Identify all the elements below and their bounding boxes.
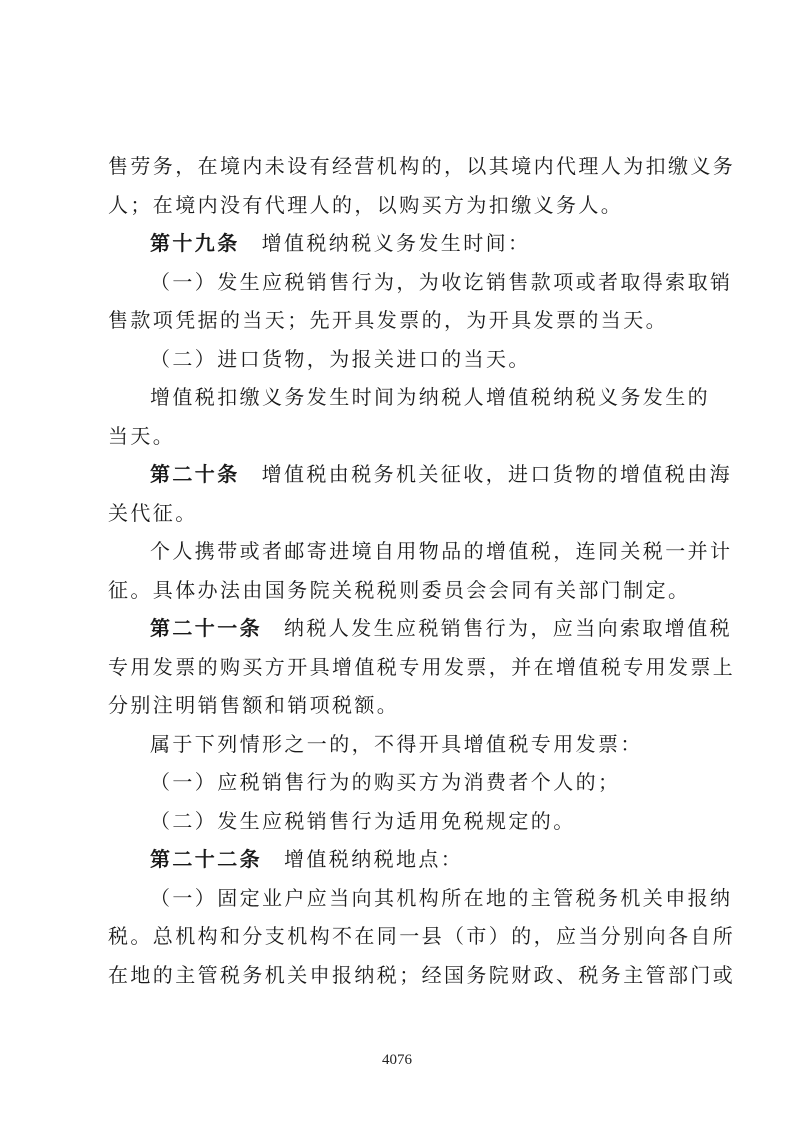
text-line: （一）固定业户应当向其机构所在地的主管税务机关申报纳 (150, 885, 733, 910)
text-line: 当天。 (108, 423, 176, 448)
page-number: 4076 (382, 1052, 412, 1068)
article-heading-line: 第二十一条 纳税人发生应税销售行为，应当向索取增值税 (150, 616, 732, 640)
article-number: 第十九条 (150, 231, 240, 255)
article-heading-line: 第十九条 增值税纳税义务发生时间： (150, 231, 531, 255)
article-number: 第二十条 (150, 462, 240, 486)
text-line: 人；在境内没有代理人的，以购买方为扣缴义务人。 (108, 192, 624, 217)
text-line: 税。总机构和分支机构不在同一县（市）的，应当分别向各自所 (108, 924, 736, 948)
article-number: 第二十一条 (150, 616, 262, 640)
body-text (108, 147, 736, 994)
text-line: （二）进口货物，为报关进口的当天。 (150, 346, 531, 371)
text-line: 个人携带或者邮寄进境自用物品的增值税，连同关税一并计 (150, 539, 733, 563)
text-line: 在地的主管税务机关申报纳税；经国务院财政、税务主管部门或 (108, 962, 736, 987)
article-heading-line: 第二十二条 增值税纳税地点： (150, 847, 464, 871)
text-line: 关代征。 (108, 500, 198, 525)
text-line: 专用发票的购买方开具增值税专用发票，并在增值税专用发票上 (108, 654, 736, 679)
text-line: 分别注明销售额和销项税额。 (108, 693, 400, 717)
text-line: 售劳务，在境内未设有经营机构的，以其境内代理人为扣缴义务 (108, 154, 736, 178)
text-line: （二）发生应税销售行为适用免税规定的。 (150, 808, 576, 833)
text-line: 属于下列情形之一的，不得开具增值税专用发票： (150, 731, 643, 756)
text-line: 征。具体办法由国务院关税税则委员会会同有关部门制定。 (108, 577, 691, 602)
text-line: （一）发生应税销售行为，为收讫销售款项或者取得索取销 (150, 269, 733, 294)
article-number: 第二十二条 (150, 847, 262, 871)
article-heading-line: 第二十条 增值税由税务机关征收，进口货物的增值税由海 (150, 462, 733, 486)
text-line: 增值税扣缴义务发生时间为纳税人增值税纳税义务发生的 (150, 385, 710, 409)
text-line: （一）应税销售行为的购买方为消费者个人的； (150, 770, 621, 794)
text-line: 售款项凭据的当天；先开具发票的，为开具发票的当天。 (108, 308, 668, 332)
